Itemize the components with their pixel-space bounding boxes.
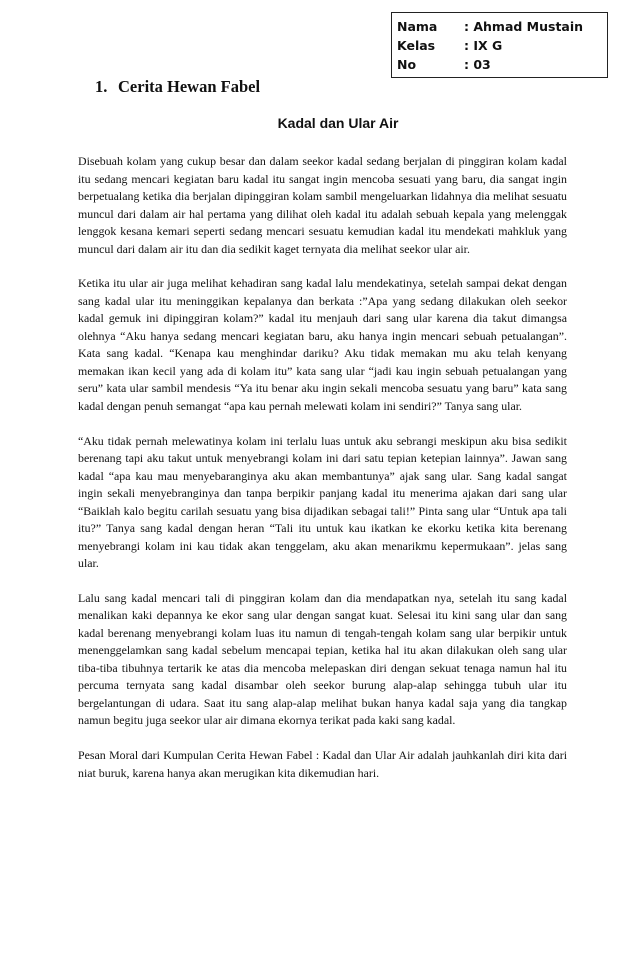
identity-label: Kelas (397, 38, 436, 53)
identity-value: : 03 (464, 57, 491, 72)
student-identity-box (391, 12, 608, 78)
section-heading-text: Cerita Hewan Fabel (118, 77, 261, 96)
story-paragraph: Disebuah kolam yang cukup besar dan dalam seekor kadal sedang berjalan di pinggiran kolam kadal itu sedang mencari kegiatan baru kadal itu sangat ingin mencoba sesuati yang baru, dia sangat ingin berpetualang ketika dia berjalan dipinggiran kolam sambil mengeluarkan lidahnya dia melihat sesuatu muncul dari dalam air hal pertama yang dilihat oleh kadal itu adalah sebuah kepala yang melenggak lenggok kesana kemari seperti sedang mencari sesuatu kemudian kadal itu mendekati mahkluk yang muncul dari dalam air itu dan dia sedikit kaget ternyata dia melihat seekor ular air. (78, 154, 567, 256)
identity-value: : Ahmad Mustain (464, 19, 584, 34)
identity-label: No (397, 57, 417, 72)
identity-label: Nama (397, 19, 438, 34)
identity-row-name (397, 17, 607, 36)
story-paragraph: “Aku tidak pernah melewatinya kolam ini terlalu luas untuk aku sebrangi meskipun aku bisa sedikit berenang tapi aku takut untuk menyebrangi kolam ini dari satu tepian ketepian lainnya”. Jawan sang kadal “apa kau mau menyebaranginya aku akan membantunya” ajak sang ular. Sang kadal sangat ingin sekali menyebranginya dan tanpa berpikir panjang kadal itu menerima ajakan dari sang ular “Baiklah kalo begitu carilah sesuatu yang bisa dijadikan sebagai tali!” Pinta sang ular “Untuk apa tali itu?” Tanya sang kadal dengan heran “Tali itu untuk kau ikatkan ke ekorku ketika kita berenang menyebrangi kolam ini kau tidak akan tenggelam, aku akan menarikmu kepermukaan”. jelas sang ular. (78, 433, 567, 570)
identity-row-class (397, 36, 607, 55)
story-body (78, 153, 567, 800)
story-paragraph: Ketika itu ular air juga melihat kehadiran sang kadal lalu mendekatinya, setelah sampai dekat dengan sang kadal ular itu meninggikan kepalanya dan berkata :”Apa yang sedang dilakukan oleh seekor kadal gemuk ini dipinggiran kolam?” kadal itu menjauh dari sang ular karena dia takut dimangsa olehnya “Aku hanya sedang mencari kegiatan baru, aku hanya ingin mencari sebuah petualangan”. Kata sang kadal. “Kenapa kau menghindar dariku? Aku tidak memakan mu aku telah kenyang memakan ikan kecil yang ada di kolam itu” kata sang ular “jadi kau ingin sebuah petualangan yang seru” kata ular sambil mendesis “Ya itu benar aku ingin sekali mencoba sesuatu yang baru” kata sang kadal dengan penuh semangat “apa kau pernah melewati kolam ini sendiri?” Tanya sang ular. (78, 276, 567, 413)
story-title: Kadal dan Ular Air (277, 115, 399, 131)
story-paragraph: Lalu sang kadal mencari tali di pinggiran kolam dan dia mendapatkan nya, setelah itu sang kadal menalikan kaki depannya ke ekor sang ular dengan sangat kuat. Selesai itu kini sang ular dan sang kadal berenang menyebrangi kolam luas itu namun di tengah-tengah kolam sang ular berpikir untuk menenggelamkan sang kadal sebelum mencapai tepian, ketika hal itu akan dilakukan oleh sang ular tiba-tiba tibuhnya tertarik ke atas dia mencoba melepaskan diri dengan sekuat tenaga namun hal itu percuma ternyata sang kadal disambar oleh seekor burung alap-alap sehingga tubuh ular itu bergelantungan di udara. Saat itu sang alap-alap melihat bukan hanya kadal saja yang dia tangkap namun begitu juga seekor ular air dimana ekornya terikat pada kaki sang kadal. (78, 590, 567, 727)
moral-paragraph: Pesan Moral dari Kumpulan Cerita Hewan Fabel : Kadal dan Ular Air adalah jauhkanlah diri kita dari niat buruk, karena hanya akan merugikan kita dikemudian hari. (78, 748, 567, 780)
section-heading (95, 77, 260, 97)
identity-value: : IX G (464, 38, 503, 53)
identity-row-number (397, 55, 607, 74)
section-number: 1. (95, 77, 108, 96)
